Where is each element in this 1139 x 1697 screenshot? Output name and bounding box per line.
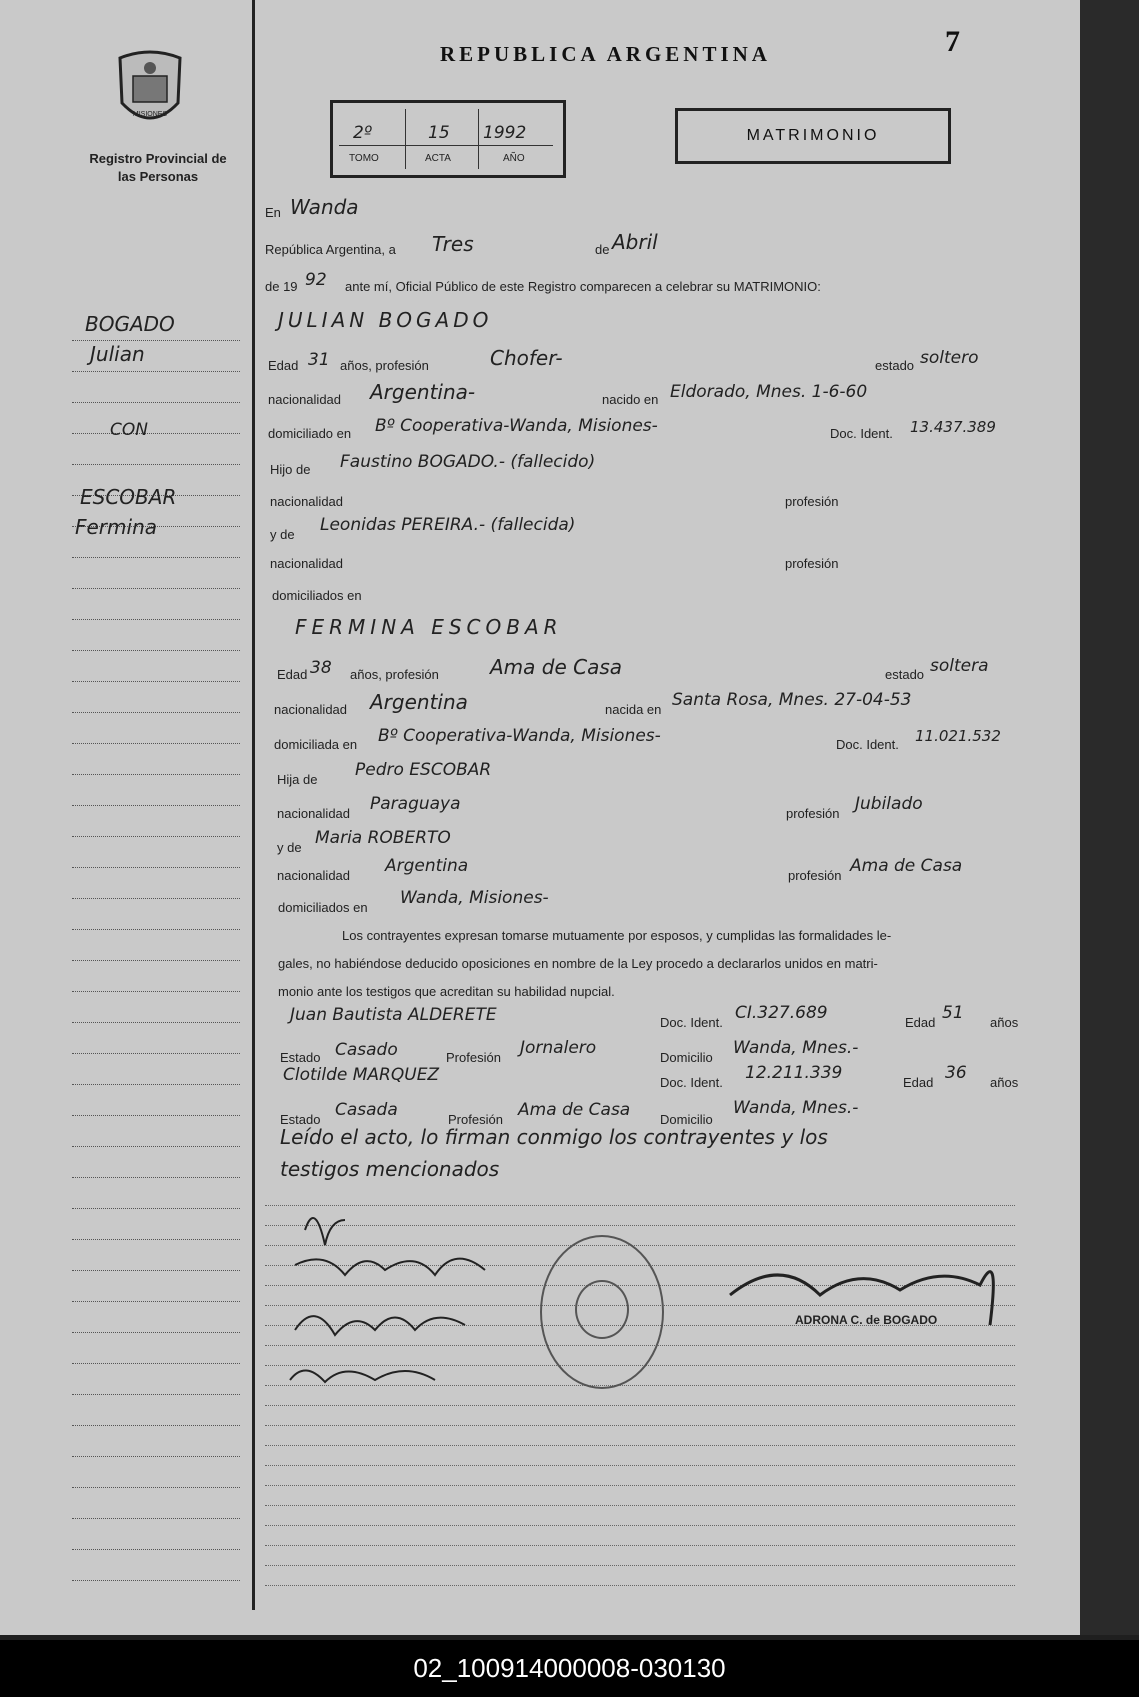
declaration-line3: monio ante los testigos que acreditan su habilidad nupcial. [278,984,615,999]
witness2-estado: Casada [335,1100,398,1120]
bride-domicile: Bº Cooperativa-Wanda, Misiones- [378,726,661,746]
margin-rule [72,1208,240,1209]
bride-mother-nationality: Argentina [385,856,469,876]
page-rule [265,1545,1015,1546]
witness1-domicilio-label: Domicilio [660,1050,713,1065]
margin-bride-surname: ESCOBAR [80,485,177,509]
page-rule [265,1445,1015,1446]
margin-rule [72,1146,240,1147]
intro-text: ante mí, Oficial Público de este Registro comparecen a celebrar su MATRIMONIO: [345,279,821,294]
groom-domicilio-label: domiciliado en [268,426,352,441]
margin-rule [72,619,240,620]
bride-full-name: FERMINA ESCOBAR [295,615,563,639]
closing-line2: testigos mencionados [280,1157,500,1181]
margin-rule [72,929,240,930]
bride-domiciliados-label: domiciliados en [278,900,368,915]
coat-of-arms-icon [115,48,185,133]
margin-rule [72,1549,240,1550]
margin-rule [72,371,240,372]
bride-profession: Ama de Casa [490,655,623,679]
witness2-anos-label: años [990,1075,1019,1090]
republic-label: República Argentina, a [265,242,396,257]
groom-doc-label: Doc. Ident. [830,426,893,441]
margin-rule [72,1115,240,1116]
margin-rule [72,1022,240,1023]
margin-rule [72,402,240,403]
bride-prof2-label: profesión [788,868,842,883]
witness1-estado-label: Estado [280,1050,321,1065]
groom-doc: 13.437.389 [910,418,996,436]
bride-mother-profession: Ama de Casa [850,856,963,876]
page-rule [265,1505,1015,1506]
margin-rule [72,464,240,465]
groom-prof-label: profesión [785,494,839,509]
groom-edad-label: Edad [268,358,299,373]
groom-nacido-label: nacido en [602,392,659,407]
bride-hija-label: Hija de [277,772,318,787]
acta-label: ACTA [425,153,451,164]
footer-code: 02_100914000008-030130 [0,1640,1139,1697]
margin-groom-surname: BOGADO [85,312,175,336]
margin-rule [72,1053,240,1054]
bride-mother: Maria ROBERTO [315,828,451,848]
witness2-domicilio-label: Domicilio [660,1112,713,1127]
place-value: Wanda [290,195,359,219]
ano-label: AÑO [503,153,525,164]
margin-rule [72,1487,240,1488]
bride-estado-label: estado [885,667,925,682]
bride-nationality: Argentina [370,690,468,714]
margin-rule [72,340,240,341]
day-value: Tres [432,232,474,256]
witness1-profession: Jornalero [520,1038,597,1058]
bride-age: 38 [310,658,332,678]
groom-domicile: Bº Cooperativa-Wanda, Misiones- [375,416,658,436]
groom-domiciliados-label: domiciliados en [272,588,362,603]
groom-age: 31 [308,350,330,370]
margin-rule [72,1301,240,1302]
margin-rule [72,1270,240,1271]
groom-birthplace: Eldorado, Mnes. 1-6-60 [670,382,868,402]
witness2-profesion-label: Profesión [448,1112,503,1127]
record-type-box: MATRIMONIO [675,108,951,164]
witness2-doc-label: Doc. Ident. [660,1075,723,1090]
margin-divider [252,0,255,1610]
bride-father: Pedro ESCOBAR [355,760,492,780]
margin-rule [72,1363,240,1364]
declaration-line2: gales, no habiéndose deducido oposiciones en nombre de la Ley procedo a declararlos unidos en matri- [278,956,878,971]
registry-name: Registro Provincial de las Personas [89,151,227,184]
page-rule [265,1565,1015,1566]
witness1-edad-label: Edad [905,1015,936,1030]
year-suffix: 92 [305,270,327,290]
bride-prof-label: profesión [786,806,840,821]
bride-parents-domicile: Wanda, Misiones- [400,888,549,908]
ano-value: 1992 [483,123,527,143]
groom-mother: Leonidas PEREIRA.- (fallecida) [320,515,576,535]
bride-doc-label: Doc. Ident. [836,737,899,752]
margin-rule [72,743,240,744]
bride-yde-label: y de [277,840,302,855]
margin-rule [72,712,240,713]
declaration-line1: Los contrayentes expresan tomarse mutuamente por esposos, y cumplidas las formalidades le- [342,928,892,943]
closing-line1: Leído el acto, lo firman conmigo los contrayentes y los [280,1125,828,1149]
margin-rule [72,1239,240,1240]
page-rule [265,1585,1015,1586]
witness1-age: 51 [942,1003,964,1023]
witness1-doc: CI.327.689 [735,1003,828,1023]
bride-edad-label: Edad [277,667,308,682]
page-rule [265,1465,1015,1466]
groom-anos-label: años, profesión [340,358,429,373]
bride-anos-label: años, profesión [350,667,439,682]
officer-signature [720,1235,1020,1355]
witness2-age: 36 [945,1063,967,1083]
groom-father: Faustino BOGADO.- (fallecido) [340,452,596,472]
bride-nac2-label: nacionalidad [277,806,351,821]
month-value: Abril [612,230,658,254]
witness2-domicile: Wanda, Mnes.- [733,1098,859,1118]
margin-rule [72,588,240,589]
groom-yde-label: y de [270,527,295,542]
witness1-profesion-label: Profesión [446,1050,501,1065]
margin-connector: CON [110,420,148,440]
groom-profession: Chofer- [490,346,563,370]
margin-rule [72,557,240,558]
margin-rule [72,805,240,806]
groom-nac-label: nacionalidad [268,392,342,407]
page-rule [265,1485,1015,1486]
margin-rule [72,681,240,682]
year-label: de 19 [265,279,298,294]
witness1-anos-label: años [990,1015,1019,1030]
page-rule [265,1405,1015,1406]
witness2-edad-label: Edad [903,1075,934,1090]
bride-nac-label: nacionalidad [274,702,348,717]
witness1-domicile: Wanda, Mnes.- [733,1038,859,1058]
margin-rule [72,1394,240,1395]
acta-value: 15 [428,123,450,143]
groom-prof2-label: profesión [785,556,839,571]
margin-rule [72,1332,240,1333]
seal-inner-icon [575,1280,629,1339]
groom-hijo-label: Hijo de [270,462,311,477]
bride-estado: soltera [930,656,989,676]
margin-rule [72,1456,240,1457]
page-number: 7 [945,25,960,58]
country-title: REPUBLICA ARGENTINA [440,42,771,66]
margin-rule [72,867,240,868]
groom-nac3-label: nacionalidad [270,556,344,571]
bride-domicilio-label: domiciliada en [274,737,358,752]
bride-doc: 11.021.532 [915,727,1001,745]
tomo-label: TOMO [349,153,379,164]
margin-rule [72,1518,240,1519]
margin-rule [72,960,240,961]
record-box [330,100,566,178]
margin-rule [72,774,240,775]
groom-estado-label: estado [875,358,915,373]
margin-rule [72,1425,240,1426]
witness1-doc-label: Doc. Ident. [660,1015,723,1030]
groom-nationality: Argentina- [370,380,476,404]
margin-groom-name: Julian [90,342,145,366]
officer-stamp: ADRONA C. de BOGADO [795,1313,938,1327]
book-binding [1080,0,1139,1635]
de-label: de [595,242,610,257]
shield-label: MISIONES [132,111,168,118]
margin-rule [72,898,240,899]
bride-birthplace: Santa Rosa, Mnes. 27-04-53 [672,690,912,710]
bride-father-nationality: Paraguaya [370,794,461,814]
margin-rule [72,1084,240,1085]
margin-rule [72,1580,240,1581]
tomo-value: 2º [353,123,372,143]
witness1-name: Juan Bautista ALDERETE [290,1005,497,1025]
witness2-profession: Ama de Casa [518,1100,631,1120]
page-rule [265,1525,1015,1526]
margin-bride-name: Fermina [75,515,158,539]
margin-rule [72,650,240,651]
witness2-estado-label: Estado [280,1112,321,1127]
bride-father-profession: Jubilado [855,794,923,814]
margin-rule [72,1177,240,1178]
margin-rule [72,991,240,992]
page-rule [265,1425,1015,1426]
groom-nac2-label: nacionalidad [270,494,344,509]
witness1-estado: Casado [335,1040,398,1060]
bride-nacida-label: nacida en [605,702,662,717]
groom-estado: soltero [920,348,979,368]
margin-rule [72,433,240,434]
groom-full-name: JULIAN BOGADO [278,308,493,332]
en-label: En [265,205,281,220]
witness2-name: Clotilde MARQUEZ [283,1065,440,1085]
margin-rule [72,836,240,837]
witness2-doc: 12.211.339 [745,1063,843,1083]
signatures-left [285,1190,525,1390]
bride-nac3-label: nacionalidad [277,868,351,883]
